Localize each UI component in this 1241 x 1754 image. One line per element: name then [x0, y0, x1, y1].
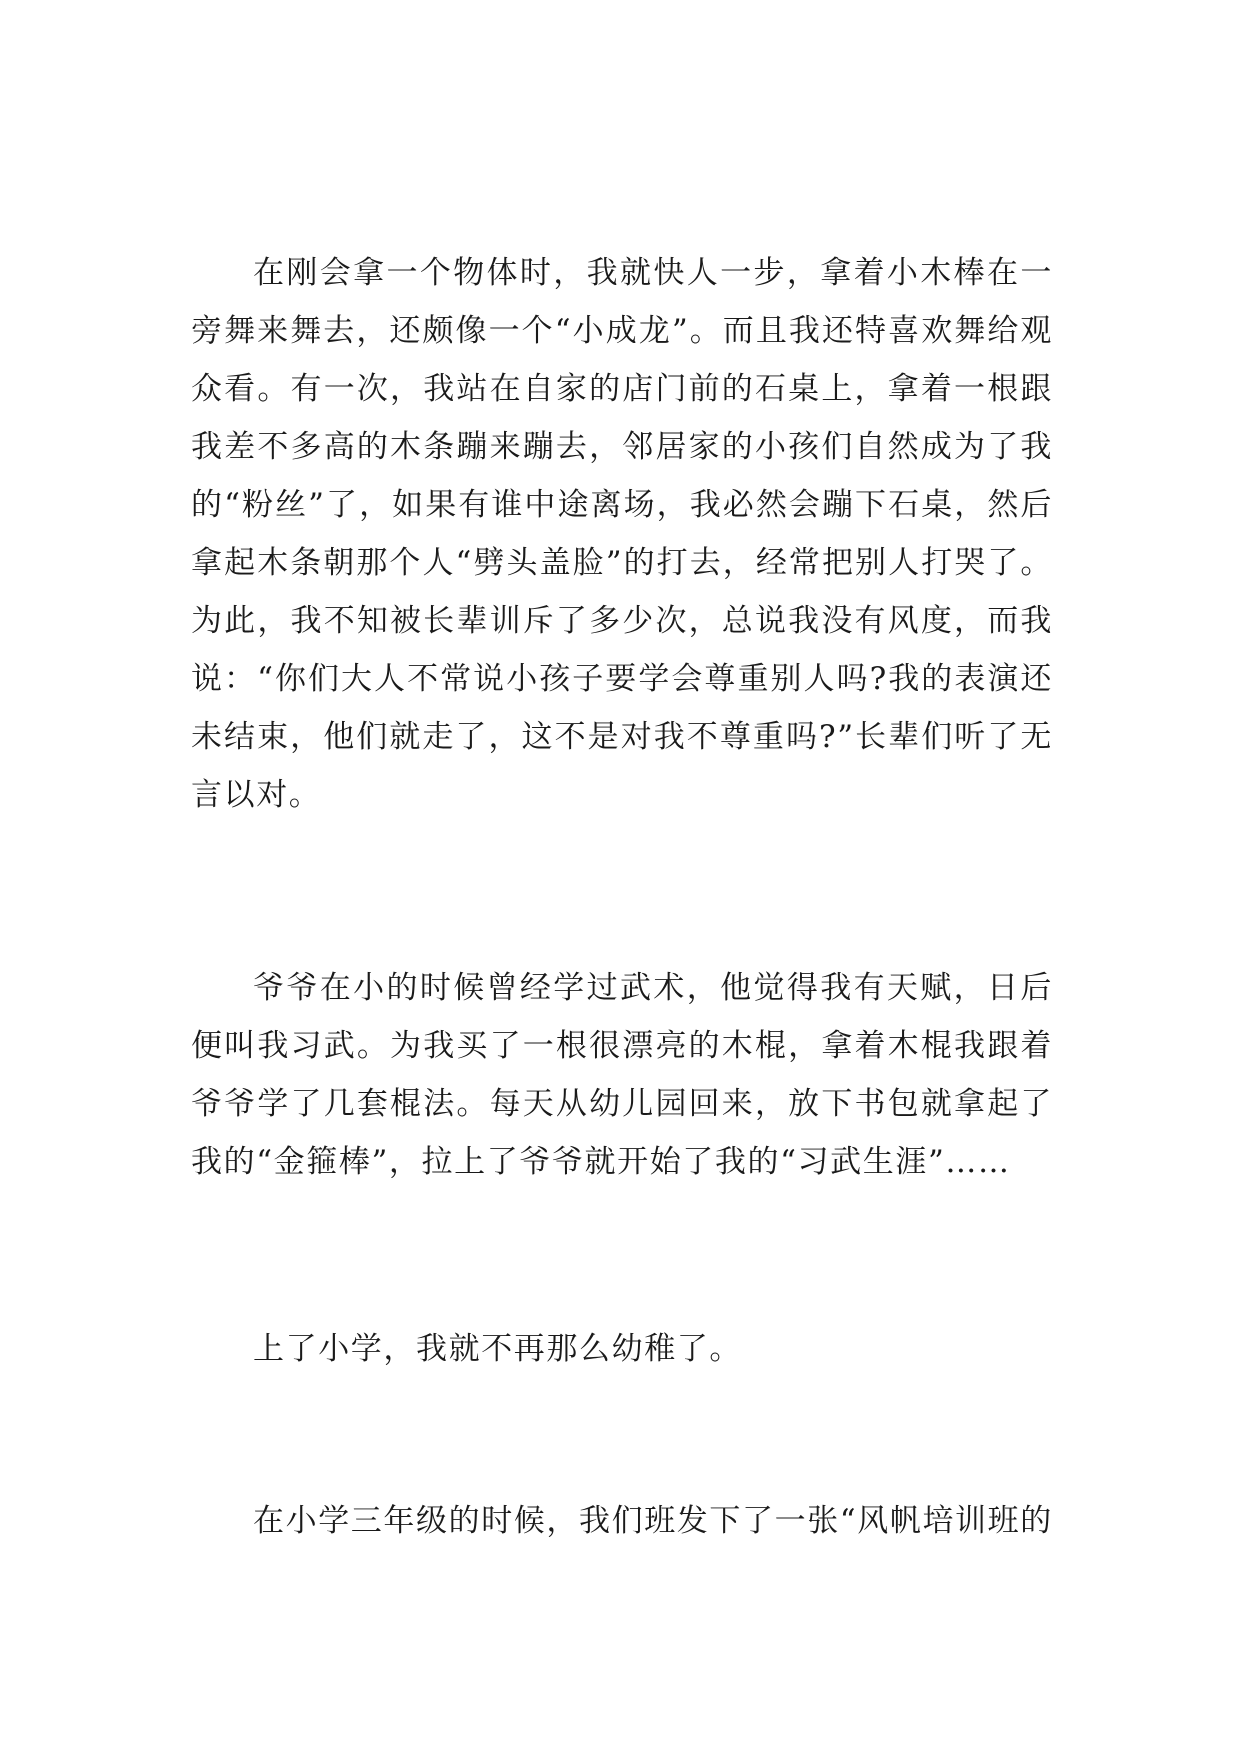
paragraph-grandpa-martial-arts: 爷爷在小的时候曾经学过武术，他觉得我有天赋，日后便叫我习武。为我买了一根很漂亮的木棍，拿着木棍我跟着爷爷学了几套棍法。每天从幼儿园回来，放下书包就拿起了我的“金箍棒”，拉上了爷爷就开始了我的“习武生涯”…… [191, 970, 1053, 1180]
paragraph-childhood-stick: 在刚会拿一个物体时，我就快人一步，拿着小木棒在一旁舞来舞去，还颇像一个“小成龙”。而且我还特喜欢舞给观众看。有一次，我站在自家的店门前的石桌上，拿着一根跟我差不多高的木条蹦来蹦去，邻居家的小孩们自然成为了我的“粉丝”了，如果有谁中途离场，我必然会蹦下石桌，然后拿起木条朝那个人“劈头盖脸”的打去，经常把别人打哭了。为此，我不知被长辈训斥了多少次，总说我没有风度，而我说：“你们大人不常说小孩子要学会尊重别人吗?我的表演还未结束，他们就走了，这不是对我不尊重吗?”长辈们听了无言以对。 [191, 255, 1053, 813]
paragraph-third-grade: 在小学三年级的时候，我们班发下了一张“风帆培训班的 [253, 1503, 1053, 1539]
paragraph-primary-school: 上了小学，我就不再那么幼稚了。 [253, 1331, 742, 1367]
